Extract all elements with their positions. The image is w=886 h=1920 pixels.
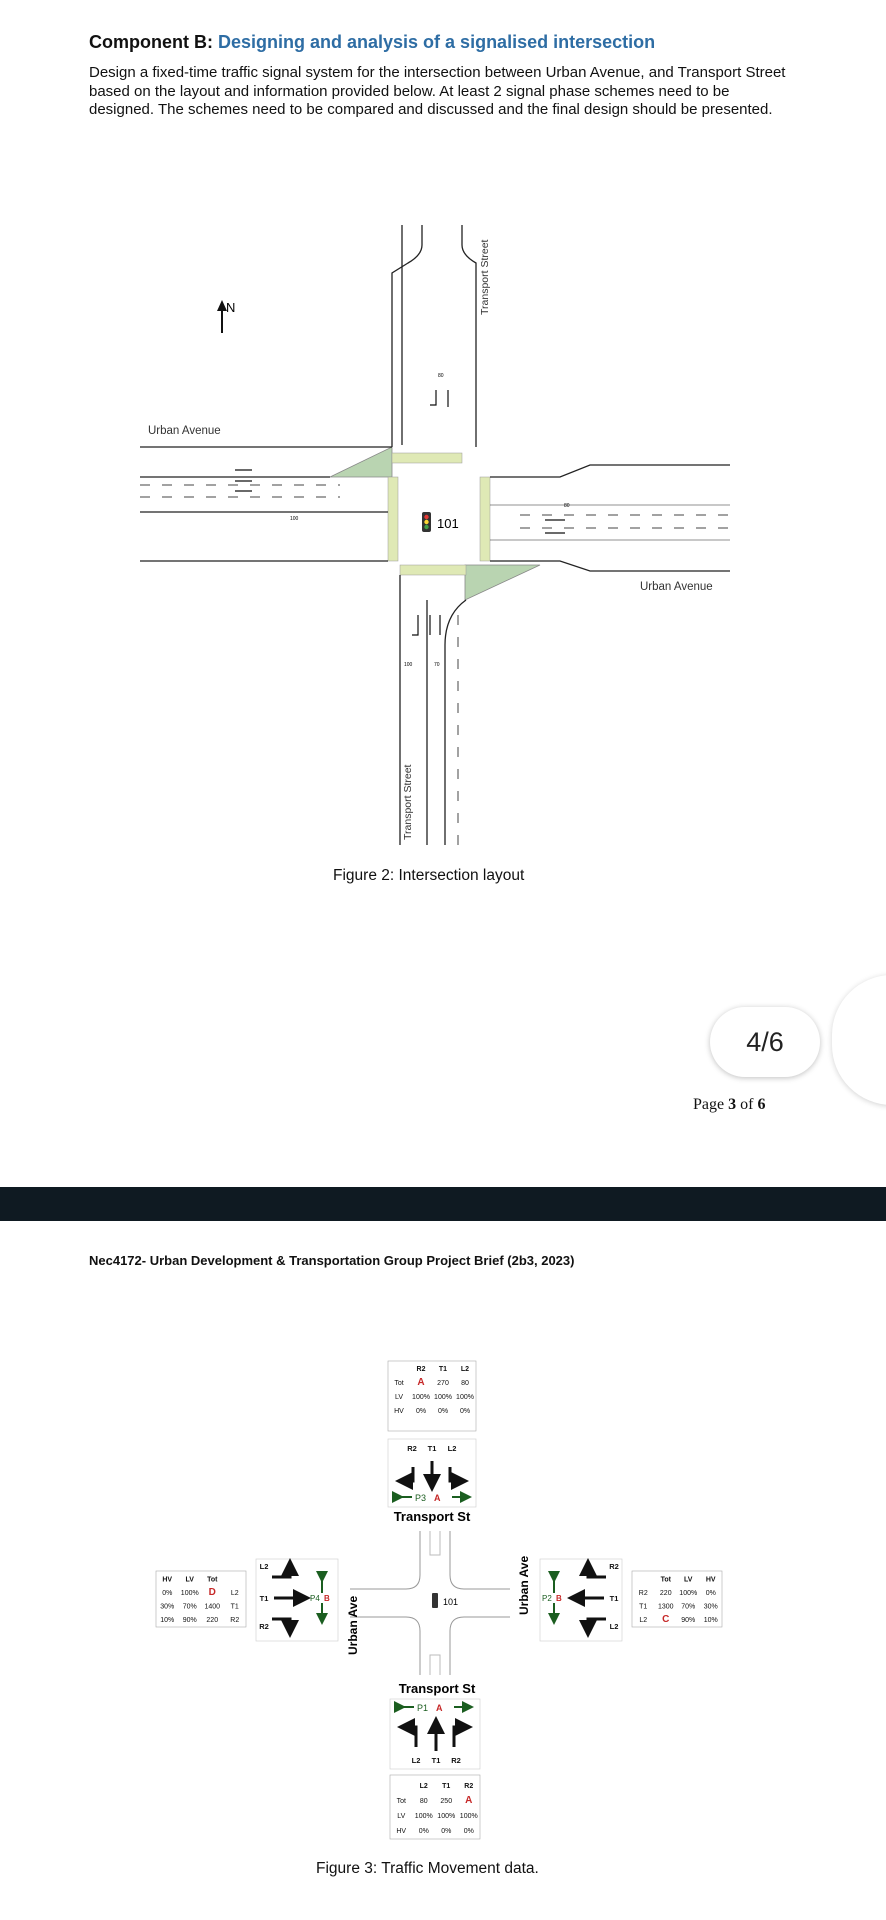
movement-label: T1 (609, 1594, 619, 1603)
table-cell: L2 (230, 1590, 239, 1598)
page-counter-badge[interactable]: 4/6 (710, 1007, 820, 1077)
table-cell: T1 (442, 1782, 451, 1790)
street-label-east: Urban Ave (517, 1555, 531, 1615)
movement-label: R2 (609, 1562, 619, 1571)
movement-label: R2 (407, 1444, 417, 1453)
table-cell: 0% (437, 1408, 449, 1416)
movement-label: T1 (427, 1444, 437, 1453)
road-label-urban-avenue-west: Urban Avenue (148, 425, 221, 437)
component-description: Design a fixed-time traffic signal system for the intersection between Urban Avenue, and Transport Street based on the layout and information provided below. At least 2 signal phase schemes need to be designed. The schemes need to be compared and discussed and the final design should be presented. (89, 64, 786, 118)
ped-west-letter: B (324, 1594, 330, 1603)
table-cell: T1 (639, 1603, 648, 1611)
page-of: of (740, 1096, 754, 1113)
table-cell: 100% (456, 1394, 474, 1402)
signal-id-fig3: 101 (443, 1597, 459, 1607)
ped-north-letter: A (434, 1493, 441, 1503)
crossing-east (480, 477, 490, 561)
table-cell: T1 (230, 1603, 239, 1611)
table-cell: D (208, 1587, 216, 1599)
movement-label: L2 (259, 1562, 269, 1571)
table-cell: 0% (705, 1590, 716, 1598)
table-cell: 100% (434, 1394, 452, 1402)
table-cell: Tot (660, 1576, 671, 1584)
lane-label-south-left: 100 (404, 662, 413, 668)
north-movement-labels (407, 1444, 456, 1453)
table-cell: HV (394, 1408, 404, 1416)
road-label-urban-avenue-east: Urban Avenue (640, 581, 713, 593)
ped-east-id: P2 (542, 1594, 552, 1603)
crossing-north (392, 453, 462, 463)
movement-label: L2 (609, 1622, 619, 1631)
table-cell: 100% (459, 1812, 478, 1820)
movement-label: T1 (259, 1594, 269, 1603)
movement-label: L2 (411, 1756, 421, 1765)
table-cell: 100% (437, 1812, 456, 1820)
street-label-south: Transport St (398, 1681, 476, 1696)
table-cell: 270 (437, 1380, 449, 1388)
intersection-sketch (350, 1531, 510, 1675)
table-cell: 90% (681, 1617, 696, 1625)
ped-south-letter: A (436, 1703, 443, 1713)
brief-header: Nec4172- Urban Development & Transportation Group Project Brief (2b3, 2023) (89, 1253, 575, 1268)
table-cell: LV (684, 1576, 693, 1584)
table-cell: 30% (703, 1603, 718, 1611)
signal-icon-fig3 (432, 1593, 438, 1608)
movement-label: R2 (259, 1622, 269, 1631)
page-current: 3 (728, 1096, 737, 1113)
table-cell: 0% (441, 1827, 452, 1835)
table-cell: 220 (659, 1590, 672, 1598)
table-cell: LV (185, 1576, 194, 1584)
street-label-north: Transport St (393, 1509, 471, 1524)
table-cell: C (662, 1614, 670, 1626)
figure3-caption: Figure 3: Traffic Movement data. (316, 1860, 539, 1877)
table-cell: 0% (463, 1827, 474, 1835)
table-cell: R2 (230, 1617, 240, 1625)
ped-west-id: P4 (310, 1594, 320, 1603)
table-cell: HV (396, 1827, 407, 1835)
crossing-west (388, 477, 398, 561)
table-cell: L2 (639, 1617, 648, 1625)
traffic-signal-icon (422, 512, 431, 532)
table-cell: Tot (396, 1797, 406, 1805)
table-cell: R2 (416, 1366, 426, 1374)
table-cell: 80 (419, 1797, 428, 1805)
table-cell: 30% (160, 1603, 175, 1611)
page-prefix: Page (693, 1096, 725, 1113)
component-heading (89, 32, 655, 53)
road-label-transport-street-south: Transport Street (402, 764, 414, 840)
road-label-transport-street-north: Transport Street (479, 239, 491, 315)
table-cell: 70% (681, 1603, 696, 1611)
component-prefix: Component B: (89, 32, 213, 52)
page-number-label (693, 1096, 765, 1114)
traffic-island-se (465, 565, 540, 600)
table-cell: LV (394, 1394, 404, 1402)
lane-label-west: 100 (290, 516, 299, 522)
table-cell: LV (397, 1812, 406, 1820)
table-cell: Tot (207, 1576, 218, 1584)
page-total: 6 (757, 1096, 766, 1113)
table-cell: 1400 (204, 1603, 221, 1611)
north-label: N (226, 300, 236, 315)
table-cell: 0% (459, 1408, 471, 1416)
figure2-caption: Figure 2: Intersection layout (333, 867, 525, 884)
table-cell: 1300 (657, 1603, 674, 1611)
ped-south-id: P1 (417, 1703, 429, 1713)
table-cell: 80 (461, 1380, 469, 1388)
road-edges (140, 225, 730, 845)
lane-label-north: 80 (438, 373, 444, 379)
table-cell: A (417, 1377, 425, 1389)
lane-label-east: 80 (564, 503, 570, 509)
table-cell: 250 (440, 1797, 453, 1805)
table-cell: 90% (182, 1617, 197, 1625)
next-page-bubble[interactable] (832, 975, 886, 1105)
table-cell: R2 (638, 1590, 648, 1598)
traffic-movement-figure (150, 1355, 730, 1845)
table-cell: L2 (419, 1782, 428, 1790)
table-cell: Tot (394, 1380, 404, 1388)
table-cell: T1 (438, 1366, 448, 1374)
table-cell: 220 (206, 1617, 219, 1625)
table-cell: 100% (180, 1590, 199, 1598)
ped-east-letter: B (556, 1594, 562, 1603)
table-cell: 0% (418, 1827, 429, 1835)
table-cell: 10% (703, 1617, 718, 1625)
table-cell: HV (705, 1576, 716, 1584)
table-cell: R2 (464, 1782, 474, 1790)
intersection-layout-figure (140, 215, 730, 855)
signal-id-label: 101 (437, 516, 459, 531)
table-cell: A (465, 1794, 473, 1806)
traffic-island-nw (330, 447, 392, 477)
table-cell: HV (162, 1576, 173, 1584)
table-cell: 10% (160, 1617, 175, 1625)
lane-label-south-right: 70 (434, 662, 440, 668)
page-divider (0, 1187, 886, 1221)
south-movement-labels (412, 1756, 461, 1765)
movement-label: L2 (447, 1444, 457, 1453)
crossing-south (400, 565, 466, 575)
street-label-west: Urban Ave (346, 1595, 360, 1655)
table-cell: 100% (414, 1812, 433, 1820)
movement-label: R2 (451, 1756, 461, 1765)
table-cell: 0% (415, 1408, 427, 1416)
table-cell: 0% (162, 1590, 173, 1598)
movement-label: T1 (431, 1756, 441, 1765)
table-cell: 70% (182, 1603, 197, 1611)
table-cell: L2 (460, 1366, 470, 1374)
table-cell: 100% (679, 1590, 698, 1598)
component-title: Designing and analysis of a signalised intersection (218, 32, 656, 52)
ped-north-id: P3 (415, 1493, 427, 1503)
table-cell: 100% (412, 1394, 430, 1402)
